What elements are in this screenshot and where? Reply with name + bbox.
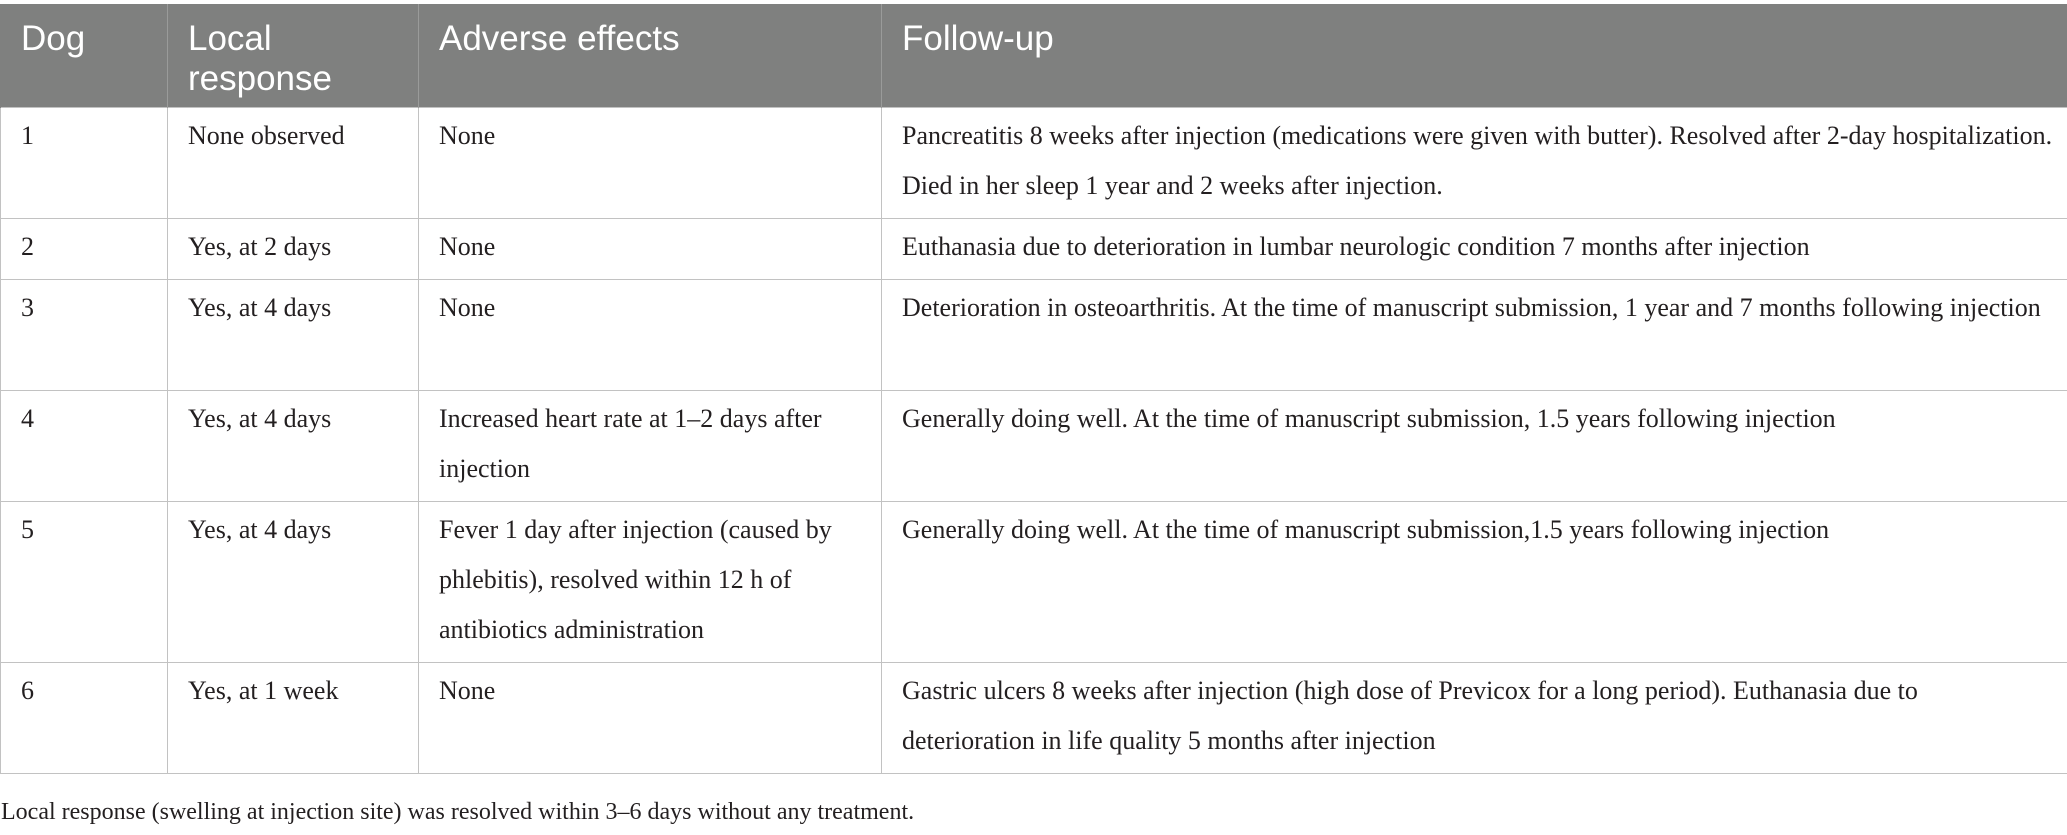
- cell-local-response: Yes, at 1 week: [168, 663, 419, 774]
- cell-dog: 6: [1, 663, 168, 774]
- results-table: [0, 4, 2067, 774]
- cell-dog: 2: [1, 219, 168, 280]
- cell-local-response: None observed: [168, 108, 419, 219]
- cell-adverse-effects: None: [419, 280, 882, 391]
- cell-adverse-effects: None: [419, 663, 882, 774]
- table-footnote: Local response (swelling at injection site) was resolved within 3–6 days without any treatment.: [1, 799, 915, 825]
- cell-dog: 4: [1, 391, 168, 502]
- table-body: [1, 108, 2067, 774]
- cell-follow-up: Pancreatitis 8 weeks after injection (medications were given with butter). Resolved after 2-day hospitalization. Died in her sleep 1 year and 2 weeks after injection.: [882, 108, 2067, 219]
- cell-follow-up: Gastric ulcers 8 weeks after injection (high dose of Previcox for a long period). Euthanasia due to deterioration in life quality 5 months after injection: [882, 663, 2067, 774]
- cell-follow-up: Deterioration in osteoarthritis. At the time of manuscript submission, 1 year and 7 months following injection: [882, 280, 2067, 391]
- cell-follow-up: Generally doing well. At the time of manuscript submission,1.5 years following injection: [882, 502, 2067, 663]
- cell-dog: 5: [1, 502, 168, 663]
- table-row: [1, 280, 2067, 391]
- cell-local-response: Yes, at 4 days: [168, 502, 419, 663]
- cell-follow-up: Generally doing well. At the time of manuscript submission, 1.5 years following injection: [882, 391, 2067, 502]
- cell-adverse-effects: Increased heart rate at 1–2 days after injection: [419, 391, 882, 502]
- table-row: [1, 219, 2067, 280]
- table-row: [1, 663, 2067, 774]
- cell-follow-up: Euthanasia due to deterioration in lumbar neurologic condition 7 months after injection: [882, 219, 2067, 280]
- cell-adverse-effects: None: [419, 108, 882, 219]
- cell-dog: 3: [1, 280, 168, 391]
- header-dog: Dog: [1, 4, 168, 108]
- table-row: [1, 108, 2067, 219]
- table-header: [1, 4, 2067, 108]
- table-row: [1, 391, 2067, 502]
- table-row: [1, 502, 2067, 663]
- cell-local-response: Yes, at 4 days: [168, 280, 419, 391]
- cell-adverse-effects: None: [419, 219, 882, 280]
- header-local-response: Local response: [168, 4, 419, 108]
- header-follow-up: Follow-up: [882, 4, 2067, 108]
- header-row: [1, 4, 2067, 108]
- cell-local-response: Yes, at 4 days: [168, 391, 419, 502]
- cell-dog: 1: [1, 108, 168, 219]
- header-adverse-effects: Adverse effects: [419, 4, 882, 108]
- cell-local-response: Yes, at 2 days: [168, 219, 419, 280]
- cell-adverse-effects: Fever 1 day after injection (caused by phlebitis), resolved within 12 h of antibiotics administration: [419, 502, 882, 663]
